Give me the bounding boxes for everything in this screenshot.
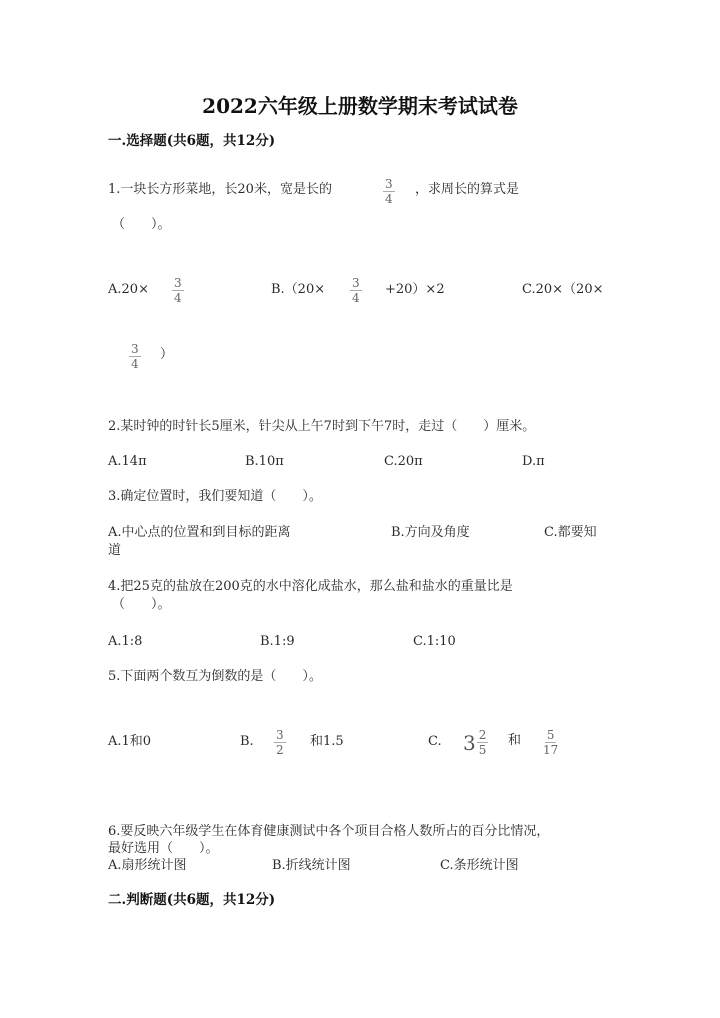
option-b-after: +20）×2 bbox=[385, 282, 445, 297]
section-heading-judgment: 二.判断题(共6题，共12分) bbox=[108, 892, 276, 908]
answer-blank: （ ）。 bbox=[112, 217, 171, 232]
option-a: A.14π bbox=[108, 454, 147, 469]
option-b-after: 和1.5 bbox=[310, 734, 344, 749]
denominator: 4 bbox=[352, 291, 360, 305]
option-c-and: 和 bbox=[508, 733, 522, 748]
denominator: 17 bbox=[543, 743, 559, 757]
option-a: A.1和0 bbox=[108, 734, 152, 749]
numerator: 3 bbox=[131, 342, 139, 356]
option-a: A.1:8 bbox=[108, 634, 143, 649]
option-c: C.20×（20× bbox=[522, 282, 604, 297]
option-c: C.20π bbox=[384, 454, 423, 469]
option-c: C.条形统计图 bbox=[440, 858, 519, 873]
question-5-text: 5.下面两个数互为倒数的是（ ）。 bbox=[108, 669, 322, 684]
option-b: B.方向及角度 bbox=[391, 525, 470, 540]
numerator: 2 bbox=[478, 728, 487, 742]
denominator: 2 bbox=[276, 743, 284, 757]
question-4-text: 4.把25克的盐放在200克的水中溶化成盐水，那么盐和盐水的重量比是 bbox=[108, 579, 513, 594]
denominator: 4 bbox=[174, 291, 182, 305]
question-6-text: 6.要反映六年级学生在体育健康测试中各个项目合格人数所占的百分比情况， bbox=[108, 824, 550, 839]
question-1-text-after: ，求周长的算式是 bbox=[415, 182, 520, 197]
numerator: 3 bbox=[385, 177, 393, 191]
option-c: C.1:10 bbox=[413, 634, 456, 649]
fraction bbox=[477, 728, 489, 757]
option-c-wrap: 道 bbox=[108, 543, 122, 558]
option-b: B.（20× bbox=[271, 282, 326, 297]
option-a: A.中心点的位置和到目标的距离 bbox=[108, 525, 291, 540]
option-b: B. bbox=[240, 734, 254, 749]
answer-blank: （ ）。 bbox=[112, 597, 171, 612]
mixed-number bbox=[463, 728, 488, 757]
option-b: B.1:9 bbox=[260, 634, 295, 649]
option-a: A.扇形统计图 bbox=[108, 858, 187, 873]
option-c: C.都要知 bbox=[544, 525, 597, 540]
option-d: D.π bbox=[522, 454, 545, 469]
denominator: 4 bbox=[385, 192, 393, 206]
page-title: 2022六年级上册数学期末考试试卷 bbox=[202, 94, 518, 118]
option-b: B.折线统计图 bbox=[272, 858, 351, 873]
fraction bbox=[129, 342, 141, 371]
section-heading-choice: 一.选择题(共6题，共12分) bbox=[108, 133, 276, 149]
question-3-text: 3.确定位置时，我们要知道（ ）。 bbox=[108, 489, 322, 504]
whole: 3 bbox=[463, 730, 476, 755]
question-1-text: 1.一块长方形菜地，长20米，宽是长的 bbox=[108, 182, 332, 197]
option-b: B.10π bbox=[245, 454, 284, 469]
numerator: 3 bbox=[174, 276, 182, 290]
option-a: A.20× bbox=[108, 282, 149, 297]
denominator: 4 bbox=[131, 357, 139, 371]
question-2-text: 2.某时钟的时针长5厘米，针尖从上午7时到下午7时，走过（ ）厘米。 bbox=[108, 419, 536, 434]
option-c-after: ） bbox=[160, 347, 174, 362]
numerator: 3 bbox=[352, 276, 360, 290]
fraction bbox=[172, 276, 184, 305]
fraction bbox=[350, 276, 362, 305]
question-6-text-line2: 最好选用（ ）。 bbox=[108, 841, 219, 856]
fraction bbox=[383, 177, 395, 206]
denominator: 5 bbox=[478, 743, 487, 757]
numerator: 3 bbox=[276, 728, 284, 742]
option-c: C. bbox=[428, 734, 442, 749]
numerator: 5 bbox=[546, 728, 555, 742]
fraction bbox=[274, 728, 286, 757]
fraction bbox=[543, 728, 558, 757]
